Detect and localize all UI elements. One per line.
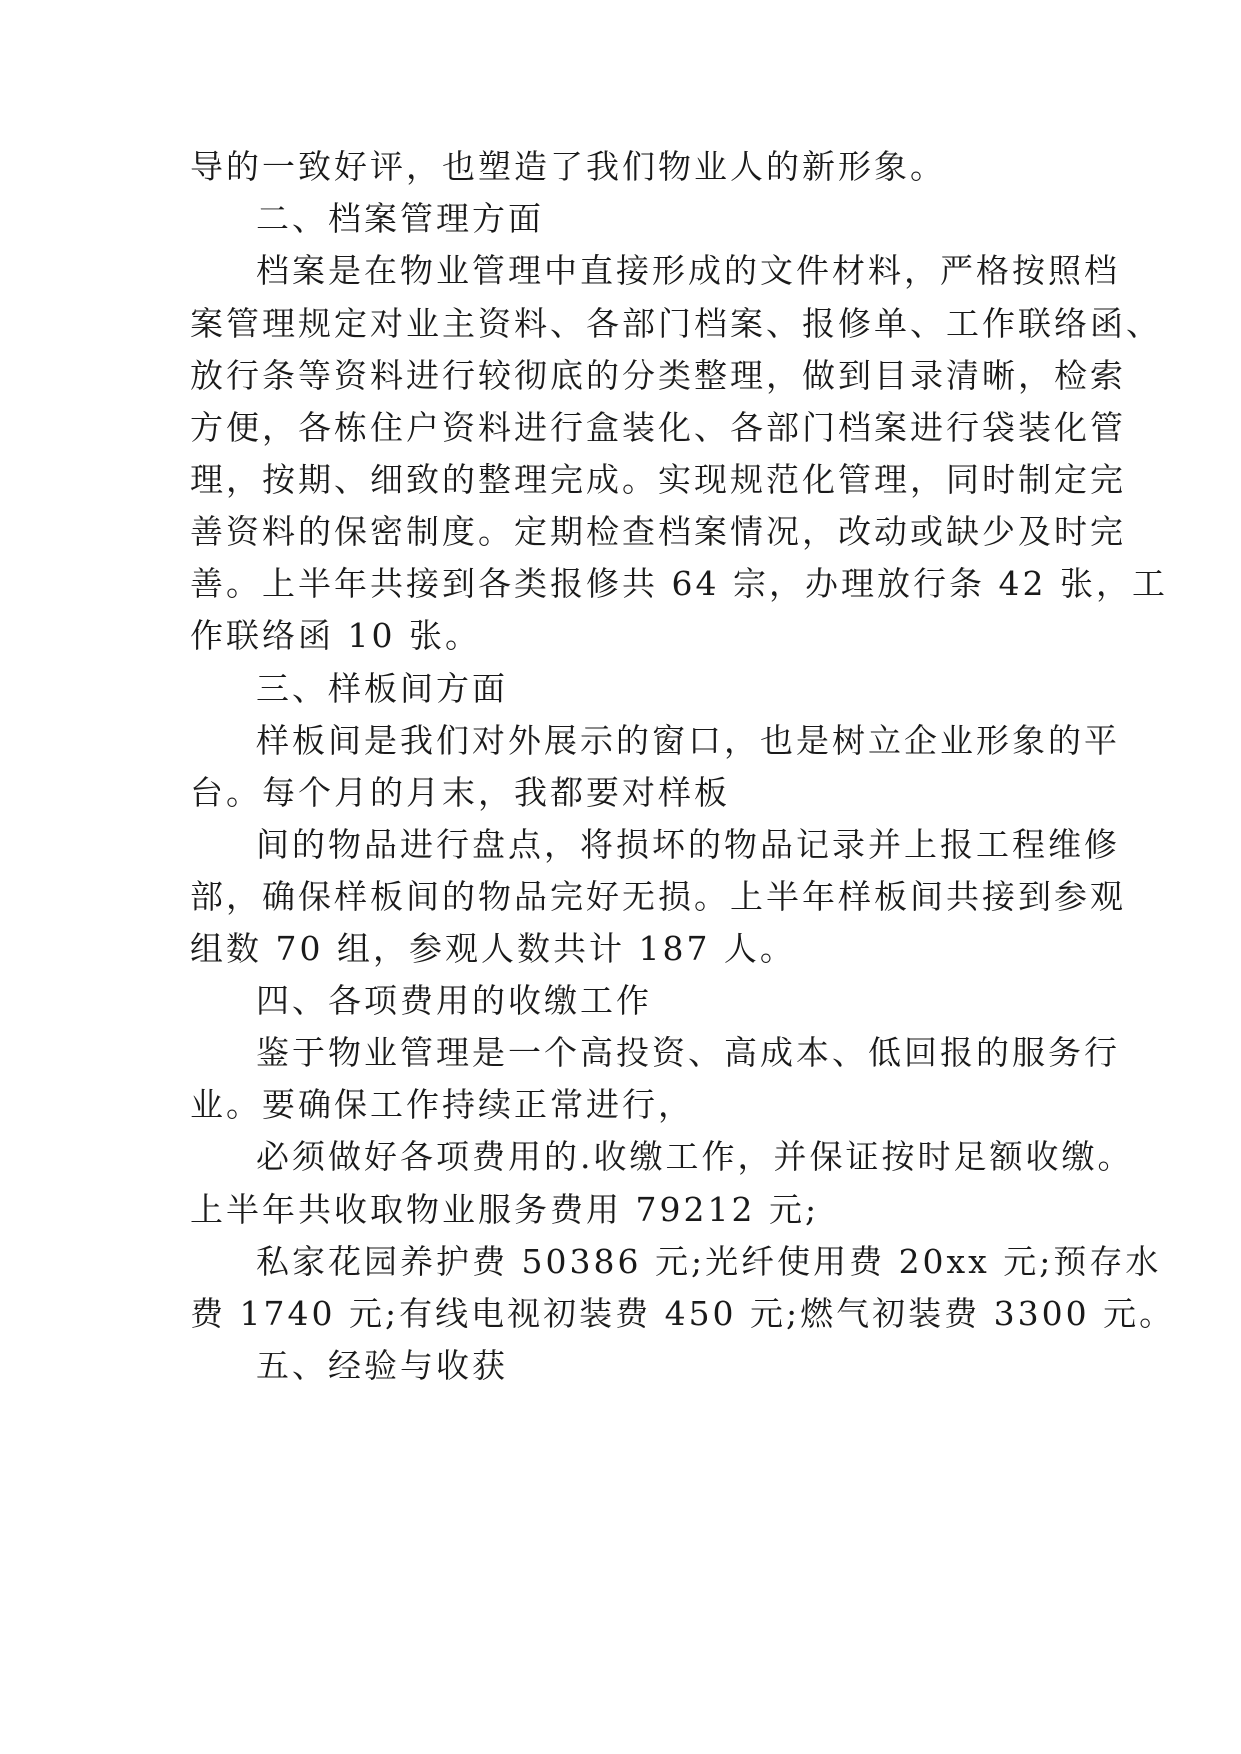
- paragraph-line: 鉴于物业管理是一个高投资、高成本、低回报的服务行: [256, 1033, 1120, 1072]
- paragraph-line: 善资料的保密制度。定期检查档案情况，改动或缺少及时完: [190, 512, 1126, 551]
- paragraph-line: 台。每个月的月末，我都要对样板: [190, 773, 730, 812]
- paragraph-line: 上半年共收取物业服务费用 79212 元;: [190, 1190, 820, 1229]
- paragraph-line: 方便，各栋住户资料进行盒装化、各部门档案进行袋装化管: [190, 408, 1126, 447]
- paragraph-line: 档案是在物业管理中直接形成的文件材料，严格按照档: [256, 251, 1120, 290]
- paragraph-line: 间的物品进行盘点，将损坏的物品记录并上报工程维修: [256, 825, 1120, 864]
- section-heading-showroom: 三、样板间方面: [256, 669, 508, 708]
- paragraph-line: 放行条等资料进行较彻底的分类整理，做到目录清晰，检索: [190, 356, 1126, 395]
- section-heading-archives: 二、档案管理方面: [256, 199, 544, 238]
- paragraph-line: 必须做好各项费用的.收缴工作，并保证按时足额收缴。: [256, 1137, 1134, 1176]
- paragraph-line: 组数 70 组，参观人数共计 187 人。: [190, 929, 796, 968]
- section-heading-experience: 五、经验与收获: [256, 1346, 508, 1385]
- section-heading-fees: 四、各项费用的收缴工作: [256, 981, 652, 1020]
- paragraph-line: 私家花园养护费 50386 元;光纤使用费 20xx 元;预存水: [256, 1242, 1162, 1281]
- paragraph-line: 善。上半年共接到各类报修共 64 宗，办理放行条 42 张，工: [190, 564, 1168, 603]
- paragraph-line: 作联络函 10 张。: [190, 616, 481, 655]
- paragraph-line: 样板间是我们对外展示的窗口，也是树立企业形象的平: [256, 721, 1120, 760]
- paragraph-line: 部，确保样板间的物品完好无损。上半年样板间共接到参观: [190, 877, 1126, 916]
- paragraph-line: 导的一致好评，也塑造了我们物业人的新形象。: [190, 147, 946, 186]
- paragraph-line: 理，按期、细致的整理完成。实现规范化管理，同时制定完: [190, 460, 1126, 499]
- paragraph-line: 案管理规定对业主资料、各部门档案、报修单、工作联络函、: [190, 304, 1162, 343]
- paragraph-line: 费 1740 元;有线电视初装费 450 元;燃气初装费 3300 元。: [190, 1294, 1176, 1333]
- paragraph-line: 业。要确保工作持续正常进行，: [190, 1085, 694, 1124]
